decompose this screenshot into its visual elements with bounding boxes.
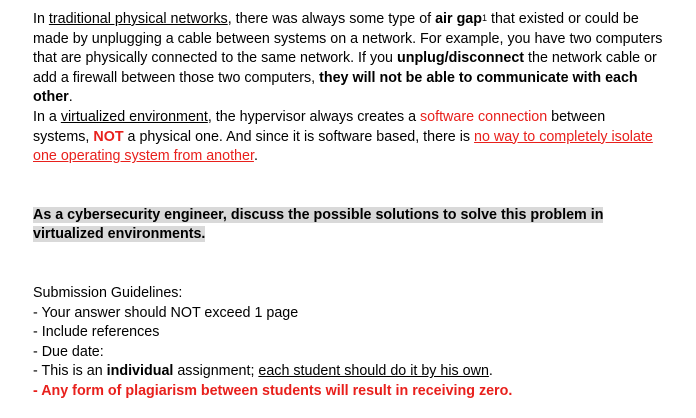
paragraph-physical-networks — [33, 10, 663, 108]
emphasis-individual: individual — [106, 363, 174, 380]
guideline-references: - Include references — [33, 324, 160, 341]
blank-line — [33, 245, 663, 284]
text: , the hypervisor always creates a — [207, 108, 421, 125]
text: that existed or could be made by unplugging a cable between systems on a network. For example, you have two computers that are physically connected to the same network. If you — [33, 11, 663, 67]
text: a physical one. And since it is software based, there is — [123, 128, 475, 145]
text: . — [488, 363, 493, 380]
blank-line — [33, 167, 663, 206]
emphasis-not: NOT — [93, 128, 124, 145]
text: , there was always some type of — [227, 11, 436, 27]
footnote-ref[interactable]: 1 — [482, 13, 488, 23]
term-software-connection: software connection — [420, 108, 548, 125]
emphasis-own-work: each student should do it by his own — [258, 363, 489, 380]
emphasis-no-isolation: no way to completely isolate one operating system from another — [33, 128, 653, 165]
text: - This is an — [33, 363, 107, 380]
term-unplug-disconnect: unplug/disconnect — [396, 50, 525, 67]
guideline-individual — [33, 362, 663, 382]
text: assignment; — [173, 363, 259, 380]
emphasis-no-communication: they will not be able to communicate with each other — [33, 69, 638, 106]
text: the network cable or add a firewall between those two computers, — [33, 50, 657, 86]
question-text: As a cybersecurity engineer, discuss the possible solutions to solve this problem in virtualized environments. — [33, 206, 604, 243]
term-traditional-physical-networks: traditional physical networks — [48, 11, 228, 27]
guideline-plagiarism-warning: - Any form of plagiarism between students will result in receiving zero. — [33, 382, 513, 399]
term-virtualized-environment: virtualized environment — [60, 108, 208, 125]
guideline-due-date: - Due date: — [33, 343, 104, 360]
text: between systems, — [33, 108, 606, 145]
text: . — [68, 89, 73, 106]
document-body — [33, 10, 663, 402]
text: In a — [33, 108, 61, 125]
question-prompt — [33, 206, 663, 245]
text: In — [33, 11, 49, 27]
submission-guidelines — [33, 284, 663, 402]
term-air-gap: air gap — [435, 11, 482, 27]
guidelines-heading: Submission Guidelines: — [33, 284, 183, 301]
paragraph-virtualized-environment — [33, 108, 663, 167]
text: . — [253, 148, 258, 165]
guideline-page-limit: - Your answer should NOT exceed 1 page — [33, 304, 299, 321]
